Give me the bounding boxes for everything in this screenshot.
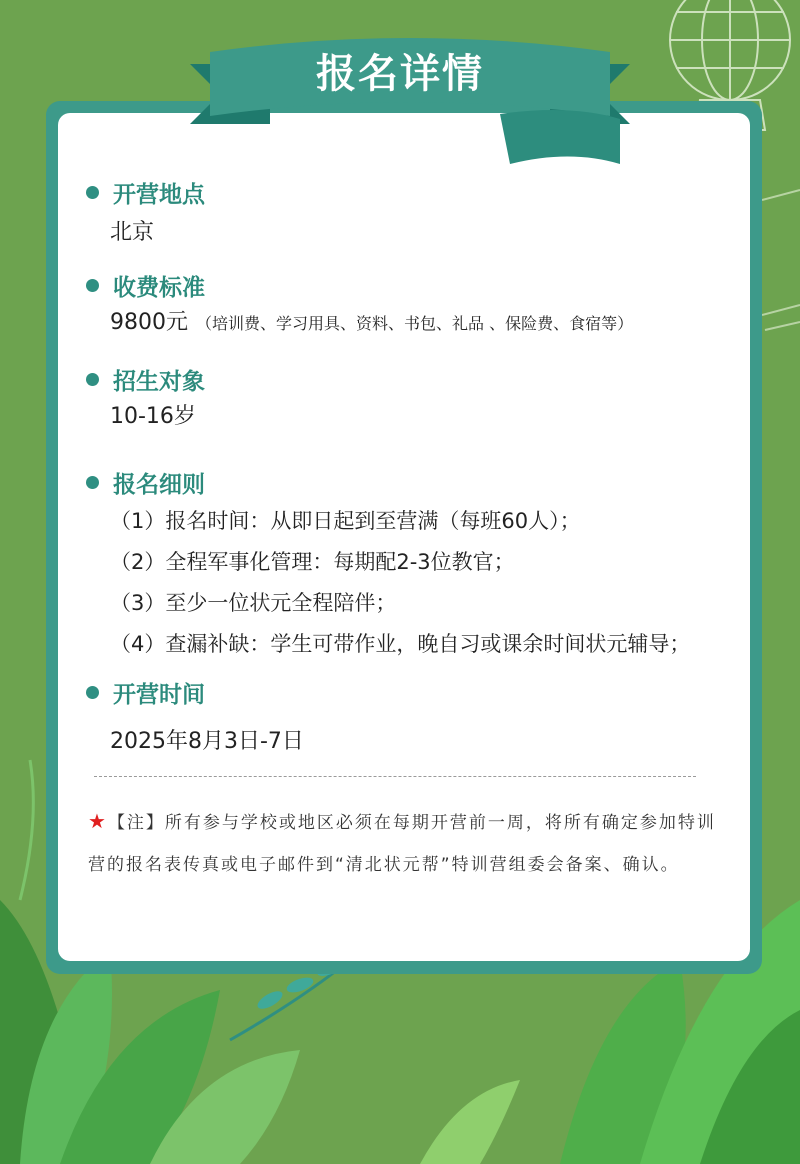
fee-value [110, 308, 633, 339]
section-time-heading [86, 675, 205, 709]
section-rules-heading [86, 465, 205, 499]
rule-item: （2）全程军事化管理：每期配2-3位教官； [110, 550, 515, 574]
section-title: 收费标准 [113, 274, 205, 301]
bullet-dot-icon [86, 279, 99, 292]
section-title: 报名细则 [113, 471, 205, 498]
dashed-divider [94, 776, 696, 777]
chalk-lines-icon [762, 190, 800, 330]
time-value: 2025年8月3日-7日 [110, 729, 304, 754]
bullet-dot-icon [86, 476, 99, 489]
fee-amount: 9800元 [110, 310, 188, 335]
bullet-dot-icon [86, 686, 99, 699]
rule-item: （4）查漏补缺：学生可带作业，晚自习或课余时间状元辅导； [110, 632, 691, 656]
star-icon: ★ [88, 809, 108, 833]
bullet-dot-icon [86, 373, 99, 386]
target-value: 10-16岁 [110, 404, 196, 429]
bullet-dot-icon [86, 186, 99, 199]
footnote-text: 【注】所有参与学校或地区必须在每期开营前一周，将所有确定参加特训营的报名表传真或电子邮件到“清北状元帮”特训营组委会备案、确认。 [88, 813, 716, 875]
rule-item: （3）至少一位状元全程陪伴； [110, 591, 397, 615]
rule-item: （1）报名时间：从即日起到至营满（每班60人）； [110, 509, 581, 533]
section-target-heading [86, 362, 205, 396]
footnote [88, 800, 728, 886]
location-value: 北京 [110, 220, 155, 245]
section-title: 招生对象 [113, 368, 205, 395]
section-fee-heading [86, 268, 205, 302]
section-title: 开营时间 [113, 681, 205, 708]
section-location-heading [86, 175, 205, 209]
fee-note: （培训费、学习用具、资料、书包、礼品 、保险费、食宿等） [196, 314, 634, 333]
section-title: 开营地点 [113, 181, 205, 208]
page-title: 报名详情 [316, 51, 484, 97]
